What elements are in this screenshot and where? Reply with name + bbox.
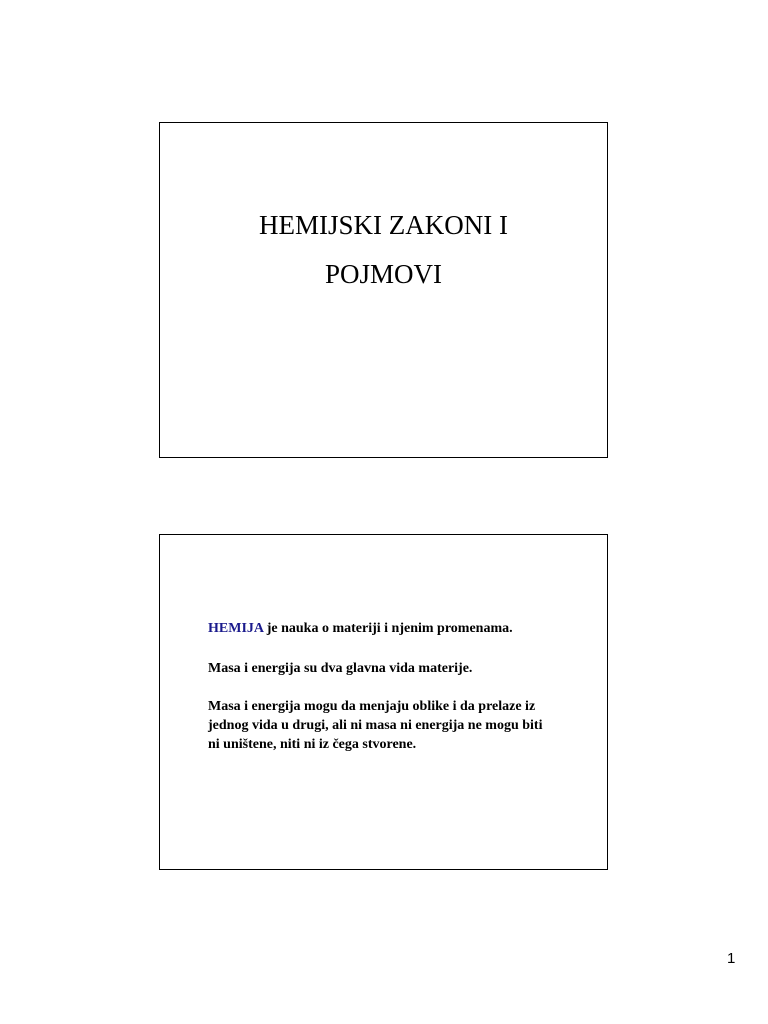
mass-energy-paragraph: Masa i energija su dva glavna vida materije. — [208, 661, 473, 676]
conservation-paragraph — [208, 697, 588, 754]
slide-title — [159, 122, 608, 458]
conservation-line-1: Masa i energija mogu da menjaju oblike i da prelaze iz — [208, 699, 536, 714]
definition-text: je nauka o materiji i njenim promenama. — [263, 621, 513, 636]
term-highlight: HEMIJA — [208, 621, 264, 636]
slide-definition — [159, 534, 608, 870]
conservation-line-3: ni uništene, niti ni iz čega stvorene. — [208, 737, 417, 752]
slide-title-line-2: POJMOVI — [324, 259, 443, 289]
slide-title-line-1: HEMIJSKI ZAKONI I — [259, 210, 508, 240]
page-number: 1 — [727, 950, 736, 967]
definition-paragraph — [208, 619, 588, 638]
conservation-line-2: jednog vida u drugi, ali ni masa ni energija ne mogu biti — [208, 718, 543, 733]
